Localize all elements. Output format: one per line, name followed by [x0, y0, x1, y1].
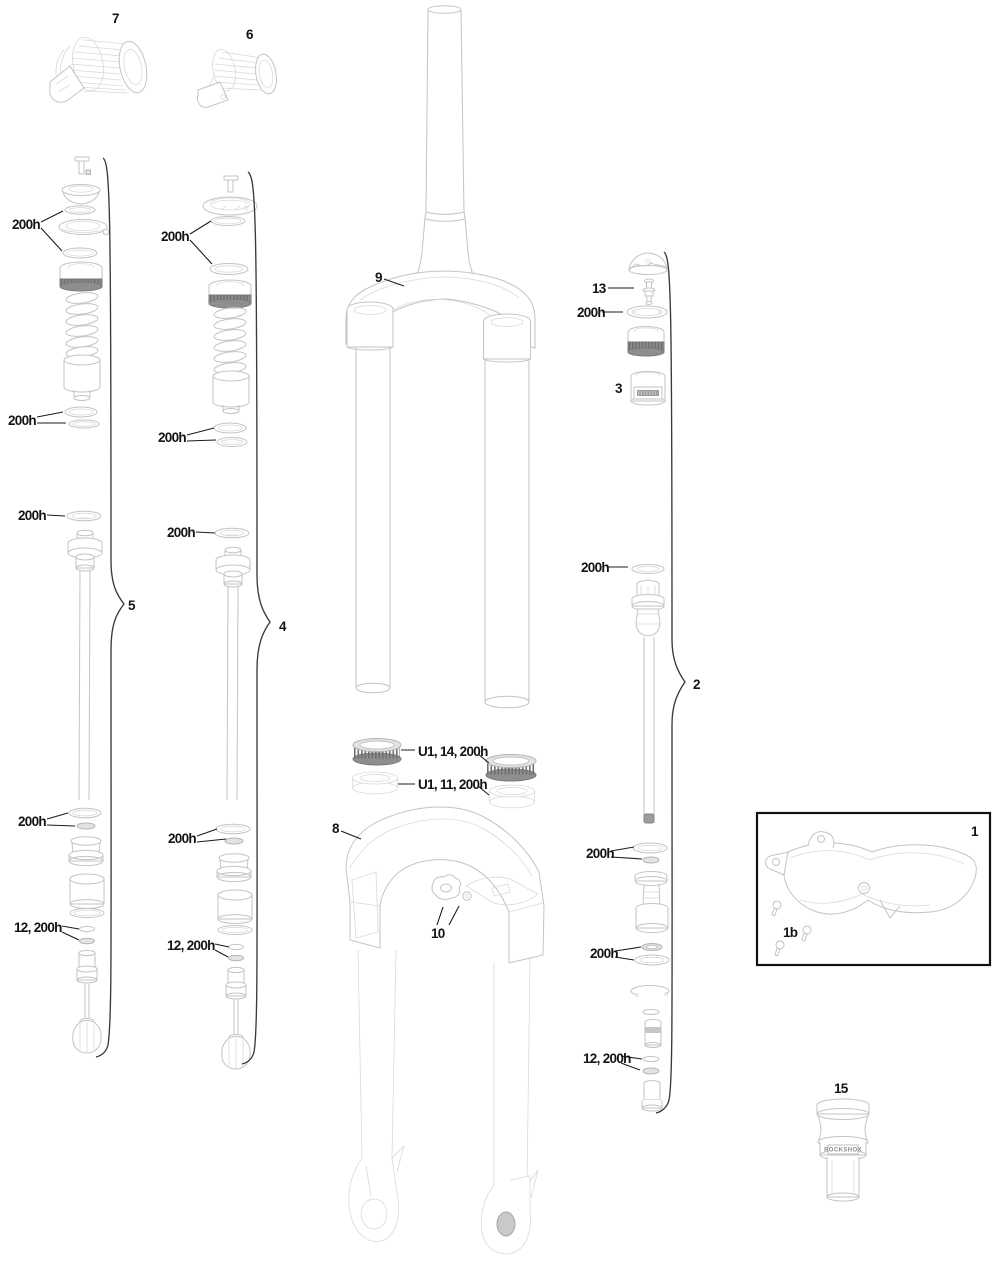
lower-leg-left-tube — [349, 950, 404, 1242]
damper-sealhead — [632, 581, 664, 637]
damper-piston-rod — [635, 872, 668, 933]
coil-spring — [66, 291, 99, 359]
label-part-1b: 1b — [783, 925, 798, 940]
label-part-6: 6 — [246, 27, 253, 42]
label-part-10: 10 — [431, 926, 445, 941]
label-200h-col5-top: 200h — [12, 217, 40, 232]
label-200h-col4-lower: 200h — [168, 831, 196, 846]
label-200h-col4-rings: 200h — [158, 430, 186, 445]
coil-spring-assembly-4 — [203, 176, 257, 1069]
label-200h-damper-lower2: 200h — [590, 946, 618, 961]
label-12-200h-damper: 12, 200h — [583, 1051, 631, 1066]
label-200h-damper-washer: 200h — [581, 560, 609, 575]
bracket-5 — [96, 158, 124, 1057]
cable-guide-10 — [432, 875, 471, 900]
canister-3 — [631, 372, 665, 406]
label-12-200h-col5: 12, 200h — [14, 920, 62, 935]
label-200h-col4-top: 200h — [161, 229, 189, 244]
label-part-4: 4 — [279, 619, 286, 634]
dust-seal-left — [353, 739, 401, 766]
coil-spring — [214, 306, 247, 375]
remote-knob-6 — [197, 47, 279, 107]
remote-knob-7 — [50, 35, 151, 102]
lower-leg-right-tube — [481, 958, 538, 1254]
foam-ring-right — [490, 785, 535, 808]
label-part-8: 8 — [332, 821, 339, 836]
label-part-2: 2 — [693, 677, 700, 692]
label-200h-damper-oring: 200h — [577, 305, 605, 320]
label-dust-seal-kit: U1, 14, 200h — [418, 744, 488, 759]
brand-band-text: ROCKSHOX — [824, 1147, 862, 1154]
upper-tube-left — [356, 345, 390, 693]
label-200h-col5-rings: 200h — [8, 413, 36, 428]
label-part-3: 3 — [615, 381, 622, 396]
pump-adapter-15 — [817, 1099, 869, 1201]
foam-ring-left — [353, 772, 398, 794]
callout-leader-lines — [37, 211, 642, 1070]
valve-13 — [643, 279, 655, 305]
label-foam-ring-kit: U1, 11, 200h — [418, 777, 487, 792]
dust-seal-right — [486, 755, 536, 782]
coil-spring-assembly-5 — [59, 157, 109, 1053]
fender-kit-box-1 — [757, 813, 990, 965]
label-200h-col4-washer: 200h — [167, 525, 195, 540]
label-part-15: 15 — [834, 1081, 848, 1096]
label-part-13: 13 — [592, 281, 606, 296]
label-part-7: 7 — [112, 11, 119, 26]
label-200h-col5-lower: 200h — [18, 814, 46, 829]
label-part-9: 9 — [375, 270, 382, 285]
crown-steerer-unit-9 — [346, 6, 535, 362]
label-200h-damper-lower1: 200h — [586, 846, 614, 861]
upper-tube-right — [485, 358, 529, 708]
label-part-1: 1 — [971, 824, 978, 839]
damper-assembly-2 — [627, 253, 669, 1111]
label-part-5: 5 — [128, 598, 135, 613]
label-200h-col5-washer: 200h — [18, 508, 46, 523]
label-12-200h-col4: 12, 200h — [167, 938, 215, 953]
